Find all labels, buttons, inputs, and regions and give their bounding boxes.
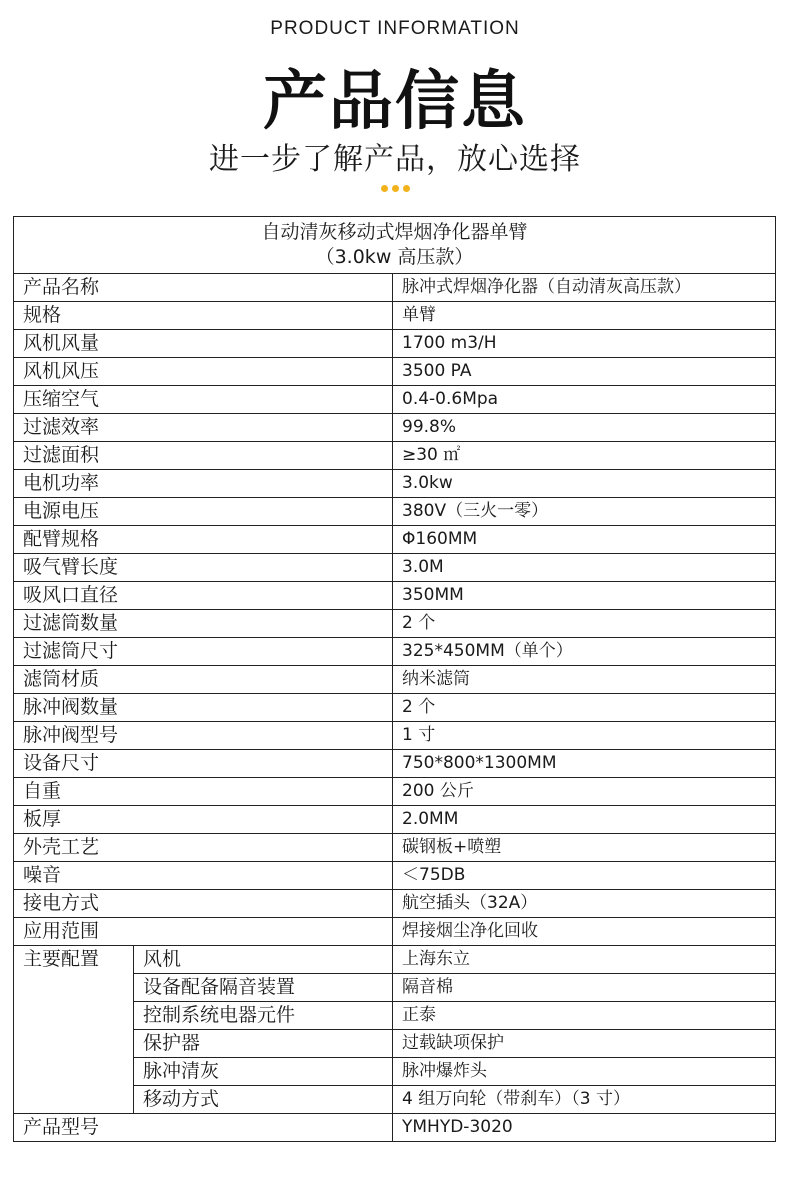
- spec-value: Φ160MM: [393, 526, 776, 554]
- spec-value: 1700 m3/H: [393, 330, 776, 358]
- spec-label: 吸气臂长度: [14, 554, 393, 582]
- spec-label: 电机功率: [14, 470, 393, 498]
- spec-label: 自重: [14, 778, 393, 806]
- dot-icon: [392, 185, 399, 192]
- spec-value: 1 寸: [393, 722, 776, 750]
- spec-label: 吸风口直径: [14, 582, 393, 610]
- eyebrow-text: PRODUCT INFORMATION: [270, 18, 520, 39]
- model-label: 产品型号: [14, 1114, 393, 1142]
- spec-label: 噪音: [14, 862, 393, 890]
- decorative-dots: [0, 185, 790, 192]
- table-row: [14, 414, 776, 442]
- spec-value: 3500 PA: [393, 358, 776, 386]
- config-value: 脉冲爆炸头: [393, 1058, 776, 1086]
- table-row: [14, 302, 776, 330]
- spec-label: 过滤面积: [14, 442, 393, 470]
- table-row: [14, 330, 776, 358]
- model-value: YMHYD-3020: [393, 1114, 776, 1142]
- table-row: [14, 498, 776, 526]
- table-row: [14, 722, 776, 750]
- config-value: 4 组万向轮（带刹车）（3 寸）: [393, 1086, 776, 1114]
- config-value: 隔音棉: [393, 974, 776, 1002]
- spec-value: 350MM: [393, 582, 776, 610]
- config-item: 保护器: [134, 1030, 393, 1058]
- spec-label: 设备尺寸: [14, 750, 393, 778]
- spec-table: [13, 216, 776, 1142]
- table-row: [14, 946, 776, 974]
- config-item: 脉冲清灰: [134, 1058, 393, 1086]
- spec-label: 脉冲阀型号: [14, 722, 393, 750]
- spec-label: 过滤筒数量: [14, 610, 393, 638]
- config-item: 风机: [134, 946, 393, 974]
- table-row: [14, 554, 776, 582]
- table-row: [14, 666, 776, 694]
- table-title-line1: 自动清灰移动式焊烟净化器单臂: [261, 221, 528, 243]
- spec-value: 0.4-0.6Mpa: [393, 386, 776, 414]
- spec-value: 焊接烟尘净化回收: [393, 918, 776, 946]
- spec-value: 单臂: [393, 302, 776, 330]
- table-row: [14, 386, 776, 414]
- dot-icon: [381, 185, 388, 192]
- spec-label: 过滤筒尺寸: [14, 638, 393, 666]
- config-item: 控制系统电器元件: [134, 1002, 393, 1030]
- spec-value: 碳钢板+喷塑: [393, 834, 776, 862]
- spec-label: 板厚: [14, 806, 393, 834]
- spec-label: 规格: [14, 302, 393, 330]
- spec-value: 纳米滤筒: [393, 666, 776, 694]
- spec-value: 3.0M: [393, 554, 776, 582]
- table-title-line2: （3.0kw 高压款）: [315, 246, 474, 268]
- spec-value: ≥30 ㎡: [393, 442, 776, 470]
- spec-value: 2 个: [393, 610, 776, 638]
- spec-value: 750*800*1300MM: [393, 750, 776, 778]
- spec-label: 接电方式: [14, 890, 393, 918]
- spec-value: 3.0kw: [393, 470, 776, 498]
- table-title-row: [14, 217, 776, 274]
- spec-label: 过滤效率: [14, 414, 393, 442]
- spec-label: 风机风压: [14, 358, 393, 386]
- spec-label: 外壳工艺: [14, 834, 393, 862]
- table-row: [14, 862, 776, 890]
- table-row: [14, 806, 776, 834]
- spec-value: 200 公斤: [393, 778, 776, 806]
- spec-label: 应用范围: [14, 918, 393, 946]
- dot-icon: [403, 185, 410, 192]
- table-row: [14, 526, 776, 554]
- page-subtitle: 进一步了解产品，放心选择: [209, 142, 581, 177]
- config-value: 正泰: [393, 1002, 776, 1030]
- spec-label: 产品名称: [14, 274, 393, 302]
- spec-label: 脉冲阀数量: [14, 694, 393, 722]
- spec-value: 2 个: [393, 694, 776, 722]
- table-row: [14, 1114, 776, 1142]
- table-row: [14, 890, 776, 918]
- config-item: 设备配备隔音装置: [134, 974, 393, 1002]
- config-section-label: 主要配置: [14, 946, 134, 1114]
- table-row: [14, 442, 776, 470]
- table-row: [14, 834, 776, 862]
- spec-label: 风机风量: [14, 330, 393, 358]
- table-row: [14, 638, 776, 666]
- config-value: 上海东立: [393, 946, 776, 974]
- spec-value: 325*450MM（单个）: [393, 638, 776, 666]
- spec-label: 电源电压: [14, 498, 393, 526]
- spec-value: 脉冲式焊烟净化器（自动清灰高压款）: [393, 274, 776, 302]
- table-row: [14, 694, 776, 722]
- table-row: [14, 358, 776, 386]
- table-row: [14, 582, 776, 610]
- spec-label: 配臂规格: [14, 526, 393, 554]
- spec-label: 滤筒材质: [14, 666, 393, 694]
- config-value: 过载缺项保护: [393, 1030, 776, 1058]
- spec-label: 压缩空气: [14, 386, 393, 414]
- spec-value: 380V（三火一零）: [393, 498, 776, 526]
- page-title: 产品信息: [263, 65, 527, 139]
- spec-value: ＜75DB: [393, 862, 776, 890]
- table-row: [14, 778, 776, 806]
- spec-value: 航空插头（32A）: [393, 890, 776, 918]
- table-row: [14, 918, 776, 946]
- table-row: [14, 274, 776, 302]
- spec-value: 99.8%: [393, 414, 776, 442]
- table-row: [14, 750, 776, 778]
- config-item: 移动方式: [134, 1086, 393, 1114]
- table-row: [14, 610, 776, 638]
- spec-value: 2.0MM: [393, 806, 776, 834]
- table-title: [14, 217, 776, 274]
- table-row: [14, 470, 776, 498]
